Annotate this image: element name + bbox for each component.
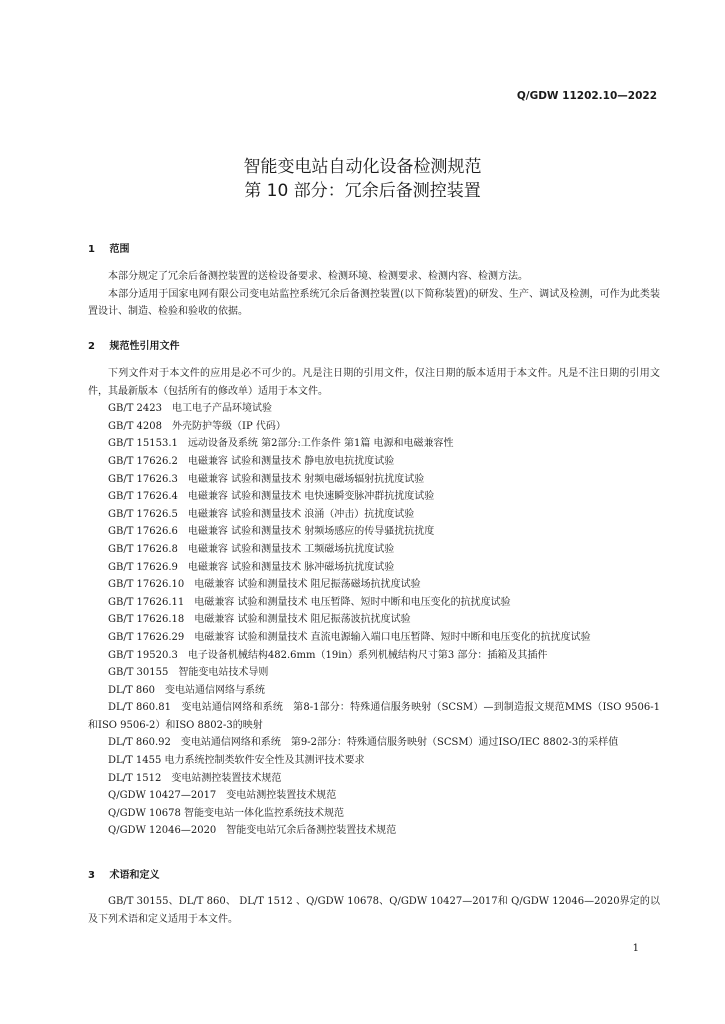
reference-item: Q/GDW 12046—2020 智能变电站冗余后备测控装置技术规范	[108, 825, 397, 837]
reference-item: Q/GDW 10678 智能变电站一体化监控系统技术规范	[108, 807, 345, 819]
section-number: 3	[88, 870, 95, 881]
section-number: 1	[88, 244, 95, 255]
paragraph: GB/T 30155、DL/T 860、 DL/T 1512 、Q/GDW 10678、Q/GDW 10427—2017和 Q/GDW 12046—2020界定的以及下列术语和定义适用于本文件。	[88, 896, 660, 925]
reference-item: DL/T 1512 变电站测控装置技术规范	[108, 772, 282, 784]
reference-item: GB/T 19520.3 电子设备机械结构482.6mm（19in）系列机械结构尺寸第3 部分：插箱及其插件	[108, 649, 548, 661]
section-heading	[88, 866, 159, 881]
section-title: 范围	[109, 244, 130, 255]
document-title: 智能变电站自动化设备检测规范	[243, 157, 482, 177]
section-body	[88, 268, 660, 321]
reference-item: GB/T 30155 智能变电站技术导则	[108, 667, 269, 679]
section-title: 规范性引用文件	[109, 341, 180, 352]
section-body	[88, 365, 660, 840]
reference-item: GB/T 17626.5 电磁兼容 试验和测量技术 浪涌（冲击）抗扰度试验	[108, 508, 415, 520]
reference-item: Q/GDW 10427—2017 变电站测控装置技术规范	[108, 790, 337, 802]
paragraph: 本部分规定了冗余后备测控装置的送检设备要求、检测环境、检测要求、检测内容、检测方法。	[108, 271, 528, 282]
reference-item: GB/T 17626.3 电磁兼容 试验和测量技术 射频电磁场辐射抗扰度试验	[108, 473, 425, 485]
reference-item: GB/T 17626.18 电磁兼容 试验和测量技术 阻尼振荡波抗扰度试验	[108, 614, 411, 626]
document-subtitle: 第 10 部分：冗余后备测控装置	[244, 181, 481, 201]
section-heading	[88, 240, 129, 255]
reference-item: GB/T 15153.1 远动设备及系统 第2部分:工作条件 第1篇 电源和电磁兼容性	[108, 438, 454, 450]
reference-item: GB/T 4208 外壳防护等级（IP 代码）	[108, 420, 286, 432]
reference-item: DL/T 860.92 变电站通信网络和系统 第9-2部分：特殊通信服务映射（SCSM）通过ISO/IEC 8802-3的采样值	[108, 737, 619, 749]
reference-item: DL/T 860 变电站通信网络与系统	[108, 684, 265, 696]
page-number: 1	[632, 943, 639, 954]
section-title: 术语和定义	[109, 870, 160, 881]
reference-item: GB/T 17626.8 电磁兼容 试验和测量技术 工频磁场抗扰度试验	[108, 543, 395, 555]
reference-item: GB/T 17626.29 电磁兼容 试验和测量技术 直流电源输入端口电压暂降、短时中断和电压变化的抗扰度试验	[108, 631, 591, 643]
reference-item: GB/T 17626.2 电磁兼容 试验和测量技术 静电放电抗扰度试验	[108, 455, 395, 467]
reference-item: GB/T 17626.9 电磁兼容 试验和测量技术 脉冲磁场抗扰度试验	[108, 561, 395, 573]
paragraph: 本部分适用于国家电网有限公司变电站监控系统冗余后备测控装置(以下简称装置)的研发、生产、调试及检测，可作为此类装置设计、制造、检验和验收的依据。	[88, 288, 660, 318]
reference-item: GB/T 17626.10 电磁兼容 试验和测量技术 阻尼振荡磁场抗扰度试验	[108, 579, 421, 591]
reference-item: GB/T 17626.4 电磁兼容 试验和测量技术 电快速瞬变脉冲群抗扰度试验	[108, 491, 435, 503]
standard-code: Q/GDW 11202.10—2022	[516, 90, 657, 102]
reference-item: GB/T 17626.11 电磁兼容 试验和测量技术 电压暂降、短时中断和电压变化的抗扰度试验	[108, 596, 511, 608]
reference-item: DL/T 860.81 变电站通信网络和系统 第8-1部分：特殊通信服务映射（SCSM）—到制造报文规范MMS（ISO 9506-1和ISO 9506-2）和ISO 8802-3的映射	[88, 702, 660, 731]
section-number: 2	[88, 341, 95, 352]
reference-item: GB/T 17626.6 电磁兼容 试验和测量技术 射频场感应的传导骚扰抗扰度	[108, 526, 435, 538]
section-heading	[88, 337, 179, 352]
section-body	[88, 893, 660, 928]
reference-item: DL/T 1455 电力系统控制类软件安全性及其测评技术要求	[108, 755, 365, 767]
paragraph: 下列文件对于本文件的应用是必不可少的。凡是注日期的引用文件，仅注日期的版本适用于本文件。凡是不注日期的引用文件，其最新版本（包括所有的修改单）适用于本文件。	[88, 368, 660, 397]
reference-item: GB/T 2423 电工电子产品环境试验	[108, 403, 273, 415]
